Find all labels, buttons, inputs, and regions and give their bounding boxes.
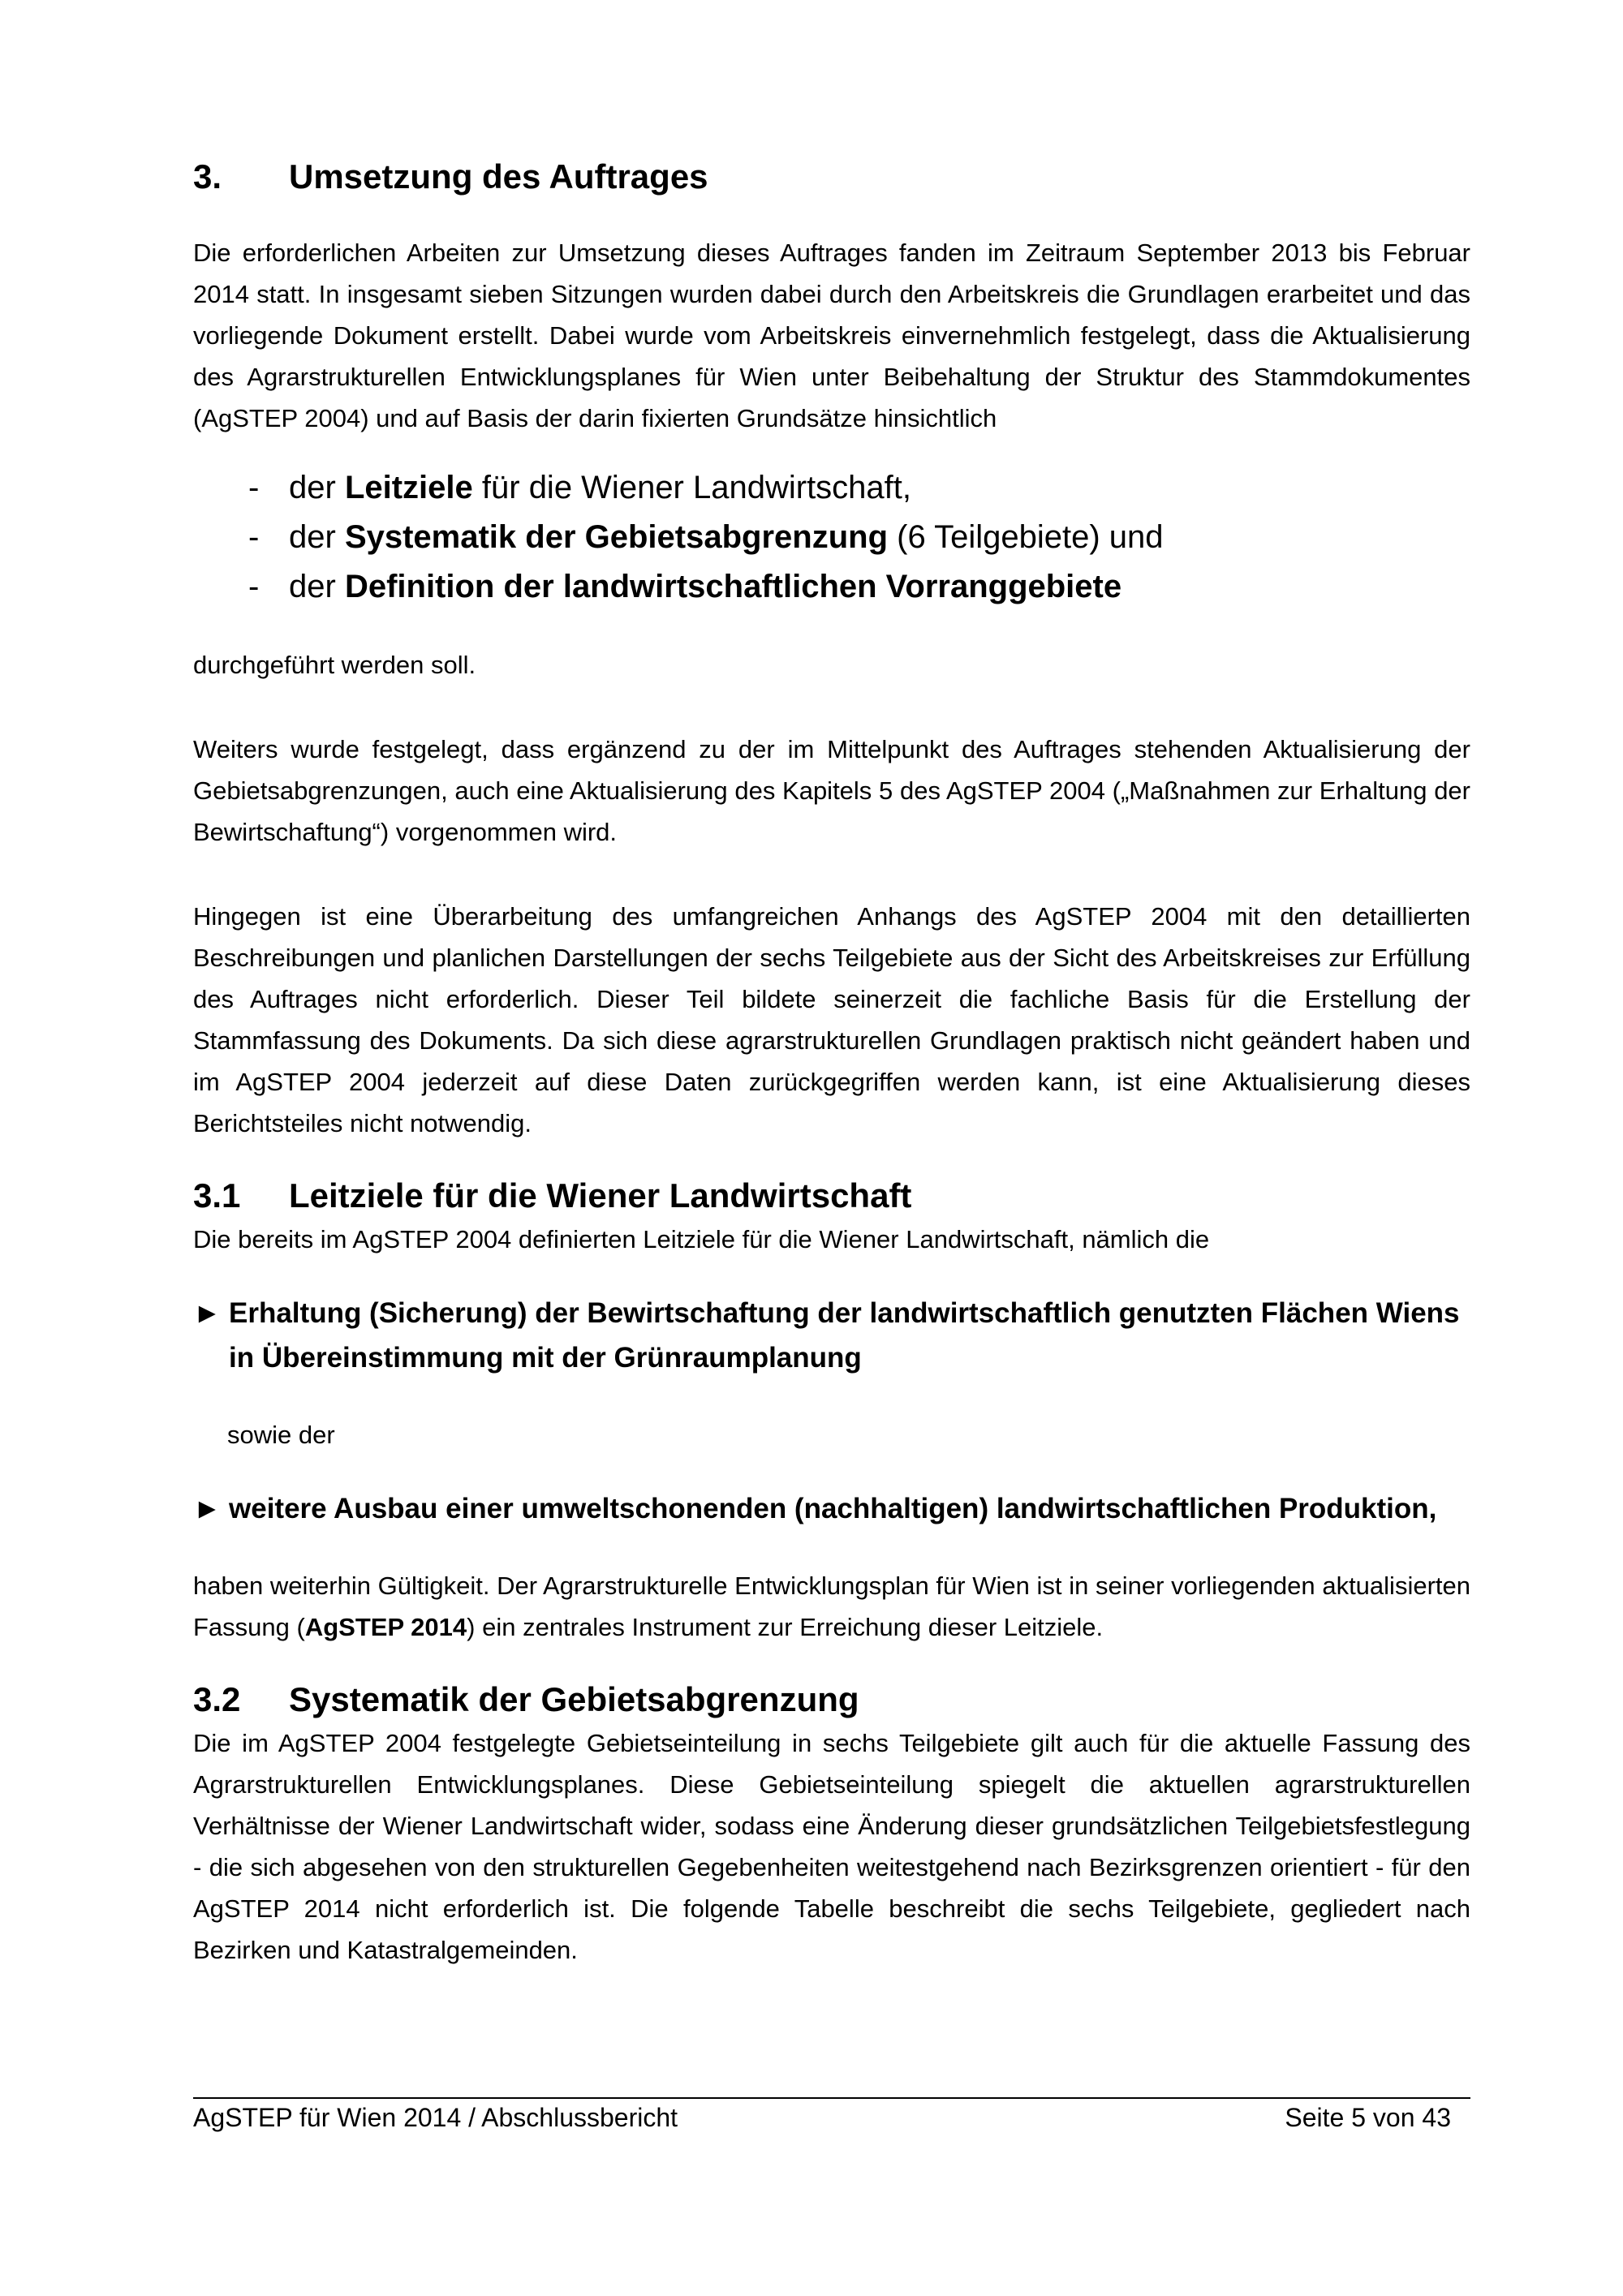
goal-connector: sowie der xyxy=(227,1421,335,1449)
section-3-paragraph-4: Hingegen ist eine Überarbeitung des umfangreichen Anhangs des AgSTEP 2004 mit den detaillierten Beschreibungen und planlichen Darstellungen der sechs Teilgebiete aus der Sicht des Arbeitskreises zur Erfüllung des Auftrages nicht erforderlich. Dieser Teil bildete seinerzeit die fachliche Basis für die Erstellung der Stammfassung des Dokuments. Da sich diese agrarstrukturellen Grundlagen praktisch nicht geändert haben und im AgSTEP 2004 jederzeit auf diese Daten zurückgegriffen werden kann, ist eine Aktualisierung dieses Berichtsteiles nicht notwendig. xyxy=(193,902,1470,1137)
outro-bold: AgSTEP 2014 xyxy=(304,1613,467,1641)
list-item xyxy=(248,513,1470,562)
dash-bullet-icon: - xyxy=(248,519,260,555)
goal-item xyxy=(193,1486,1470,1531)
section-3-1-number: 3.1 xyxy=(193,1176,241,1215)
goal-text-1: Erhaltung (Sicherung) der Bewirtschaftung der landwirtschaftlich genutzten Flächen Wiens in Übereinstimmung mit der Grünraumplanung xyxy=(229,1297,1460,1374)
list-item-pre: der xyxy=(289,569,345,604)
section-3-title: Umsetzung des Auftrages xyxy=(289,157,708,196)
list-item-pre: der xyxy=(289,519,345,555)
list-item-pre: der xyxy=(289,470,345,505)
page-content xyxy=(193,154,1470,1971)
section-3-1-title: Leitziele für die Wiener Landwirtschaft xyxy=(289,1176,912,1215)
triangle-bullet-icon: ► xyxy=(193,1297,222,1329)
goal-text-2: weitere Ausbau einer umweltschonenden (nachhaltigen) landwirtschaftlichen Produktion, xyxy=(229,1493,1437,1524)
section-3-2-title: Systematik der Gebietsabgrenzung xyxy=(289,1680,859,1718)
section-3-paragraph-3: Weiters wurde festgelegt, dass ergänzend zu der im Mittelpunkt des Auftrages stehenden Aktualisierung der Gebietsabgrenzungen, auch eine Aktualisierung des Kapitels 5 des AgSTEP 2004 („Maßnahmen zur Erhaltung der Bewirtschaftung“) vorgenommen wird. xyxy=(193,735,1470,846)
section-3-heading xyxy=(193,154,1470,200)
section-3-paragraph-1: Die erforderlichen Arbeiten zur Umsetzung dieses Auftrages fanden im Zeitraum September 2013 bis Februar 2014 statt. In insgesamt sieben Sitzungen wurden dabei durch den Arbeitskreis die Grundlagen erarbeitet und das vorliegende Dokument erstellt. Dabei wurde vom Arbeitskreis einvernehmlich festgelegt, dass die Aktualisierung des Agrarstrukturellen Entwicklungsplanes für Wien unter Beibehaltung der Struktur des Stammdokumentes (AgSTEP 2004) und auf Basis der darin fixierten Grundsätze hinsichtlich xyxy=(193,239,1470,432)
list-item-bold: Systematik der Gebietsabgrenzung xyxy=(344,519,889,555)
section-3-paragraph-2: durchgeführt werden soll. xyxy=(193,651,476,679)
section-3-1-heading xyxy=(193,1173,1470,1219)
section-3-2-body: Die im AgSTEP 2004 festgelegte Gebietseinteilung in sechs Teilgebiete gilt auch für die aktuelle Fassung des Agrarstrukturellen Entwicklungsplanes. Diese Gebietseinteilung spiegelt die aktuellen agrarstrukturellen Verhältnisse der Wiener Landwirtschaft wider, sodass eine Änderung dieser grundsätzlichen Teilgebietsfestlegung - die sich abgesehen von den strukturellen Gegebenheiten weitestgehend nach Bezirksgrenzen orientiert - für den AgSTEP 2014 nicht erforderlich ist. Die folgende Tabelle beschreibt die sechs Teilgebiete, gegliedert nach Bezirken und Katastralgemeinden. xyxy=(193,1729,1470,1964)
footer-page-number: Seite 5 von 43 xyxy=(1285,2103,1451,2132)
list-item-bold: Leitziele xyxy=(344,470,473,505)
dash-bullet-icon: - xyxy=(248,470,260,505)
dash-bullet-icon: - xyxy=(248,569,260,604)
list-item xyxy=(248,562,1470,612)
goal-item xyxy=(193,1291,1470,1380)
section-3-1-intro: Die bereits im AgSTEP 2004 definierten Leitziele für die Wiener Landwirtschaft, nämlich die xyxy=(193,1225,1210,1253)
outro-post: ) ein zentrales Instrument zur Erreichung dieser Leitziele. xyxy=(467,1613,1104,1641)
footer-document-title: AgSTEP für Wien 2014 / Abschlussbericht xyxy=(193,2103,678,2132)
list-item xyxy=(248,463,1470,513)
outro-pre: haben weiterhin Gültigkeit. Der Agrarstrukturelle Entwicklungsplan für Wien ist in seiner vorliegenden aktualisierten Fassung ( xyxy=(193,1572,1470,1641)
list-item-post: für die Wiener Landwirtschaft, xyxy=(472,470,912,505)
triangle-bullet-icon: ► xyxy=(193,1493,222,1524)
footer-divider xyxy=(193,2097,1470,2099)
scope-list xyxy=(193,463,1470,612)
section-3-2-number: 3.2 xyxy=(193,1680,241,1718)
section-3-number: 3. xyxy=(193,157,222,196)
list-item-bold: Definition der landwirtschaftlichen Vorranggebiete xyxy=(344,569,1122,604)
section-3-2-heading xyxy=(193,1677,1470,1722)
list-item-post: (6 Teilgebiete) und xyxy=(888,519,1164,555)
section-3-1-outro xyxy=(193,1565,1470,1648)
